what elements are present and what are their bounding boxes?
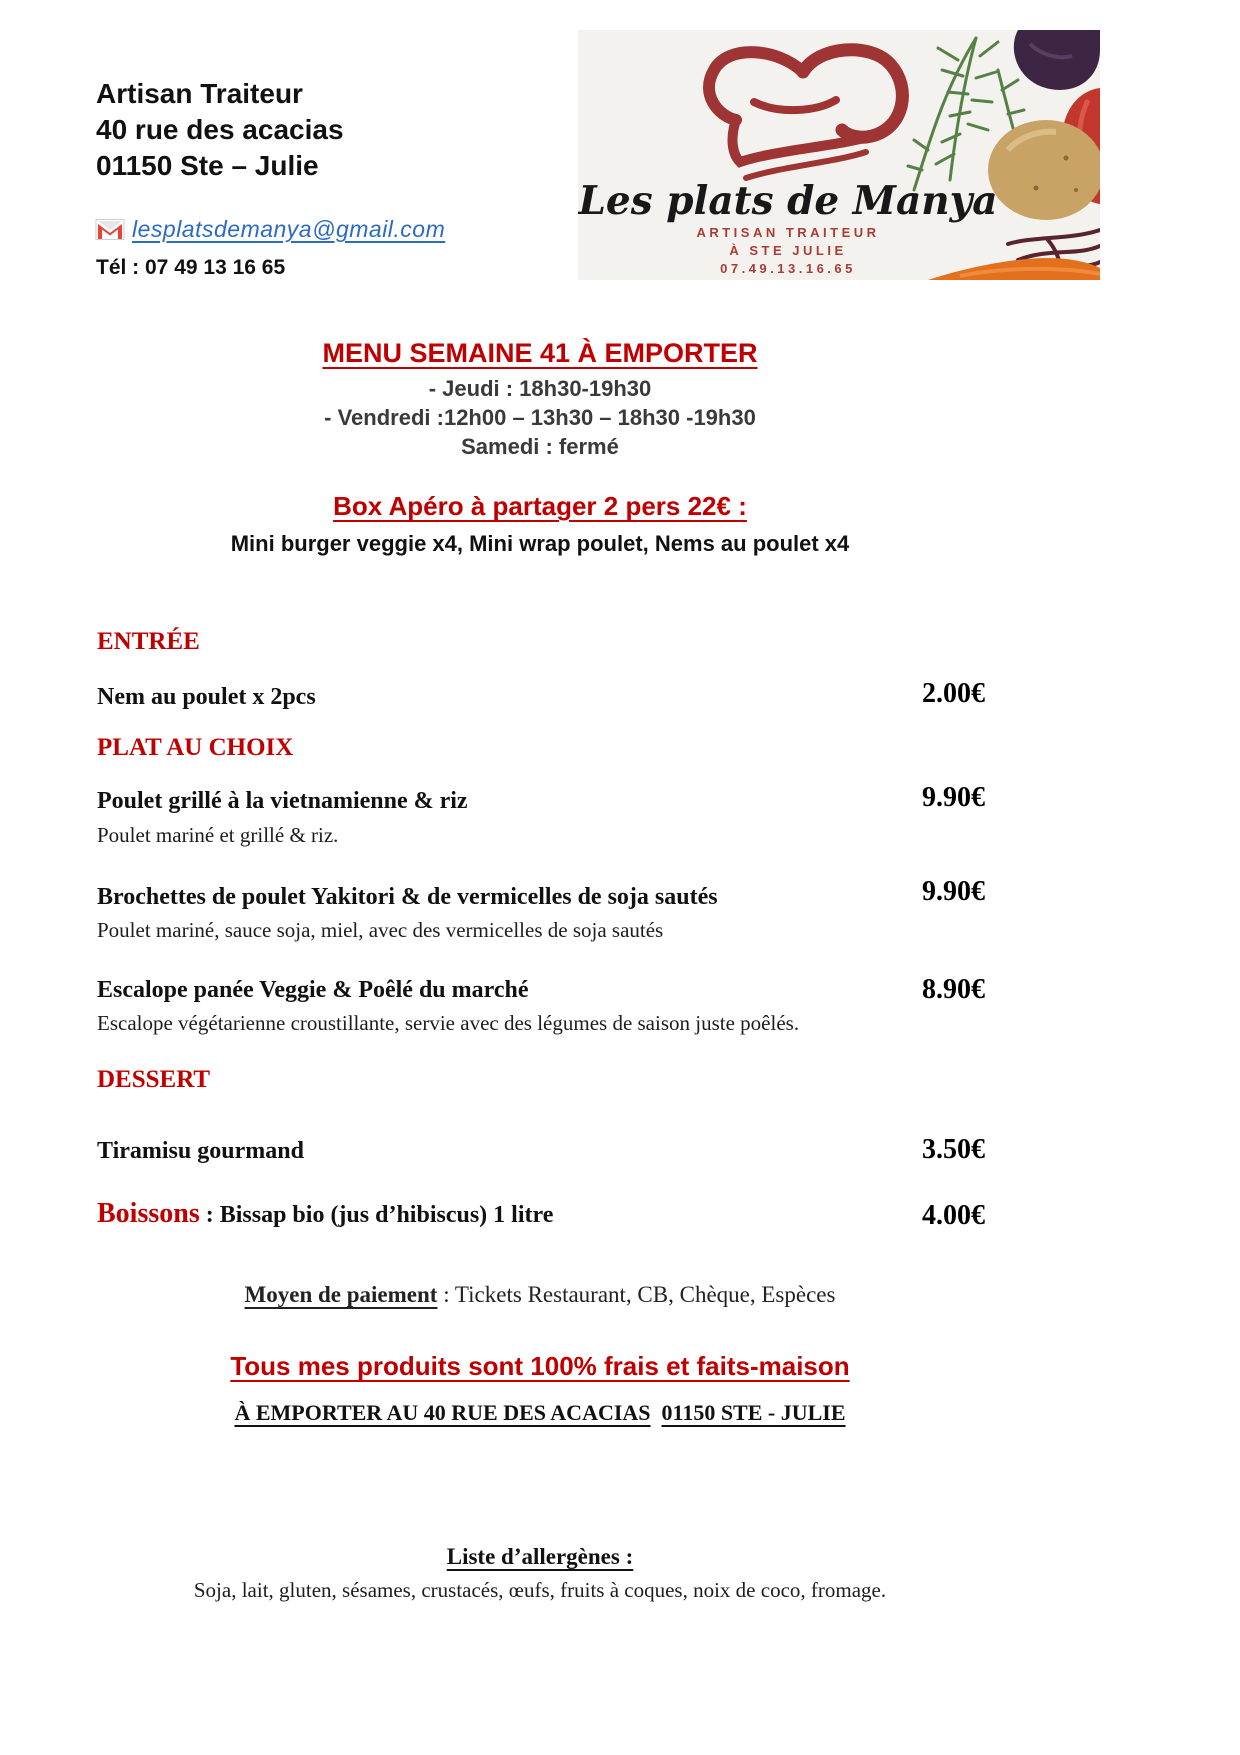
phone-number: Tél : 07 49 13 16 65 <box>96 256 286 279</box>
logo-brand-text: Les plats de Manya <box>578 178 998 224</box>
item-price: 2.00€ <box>922 678 985 709</box>
logo-phone: 07.49.13.16.65 <box>720 261 856 276</box>
allergens-list: Soja, lait, gluten, sésames, crustacés, œufs, fruits à coques, noix de coco, fromage. <box>193 1578 887 1602</box>
boissons-label: Boissons <box>97 1198 200 1229</box>
item-name: Escalope panée Veggie & Poêlé du marché <box>97 977 529 1003</box>
logo-location: À STE JULIE <box>729 243 847 258</box>
business-name: Artisan Traiteur <box>96 78 303 109</box>
boissons-separator: : <box>205 1202 214 1228</box>
hours-thursday: - Jeudi : 18h30-19h30 <box>428 376 652 401</box>
item-name: Nem au poulet x 2pcs <box>97 684 316 710</box>
item-name: Brochettes de poulet Yakitori & de vermicelles de soja sautés <box>97 884 718 910</box>
menu-body <box>97 0 985 1755</box>
business-street: 40 rue des acacias <box>96 114 344 145</box>
pickup-line <box>85 1400 995 1425</box>
item-desc: Poulet mariné et grillé & riz. <box>97 823 339 847</box>
item-price: 4.00€ <box>922 1200 985 1231</box>
item-name: Poulet grillé à la vietnamienne & riz <box>97 788 468 814</box>
business-city: 01150 Ste – Julie <box>96 150 319 181</box>
section-heading-entree: ENTRÉE <box>97 628 200 655</box>
hours-friday: - Vendredi :12h00 – 13h30 – 18h30 -19h30 <box>324 405 756 430</box>
item-price: 3.50€ <box>922 1134 985 1165</box>
section-heading-dessert: DESSERT <box>97 1066 211 1093</box>
item-desc: Poulet mariné, sauce soja, miel, avec des vermicelles de soja sautés <box>97 918 664 942</box>
payment-label: Moyen de paiement <box>244 1282 438 1307</box>
pickup-address: À EMPORTER AU 40 RUE DES ACACIAS <box>234 1400 651 1425</box>
section-heading-plat: PLAT AU CHOIX <box>97 734 294 761</box>
logo-subtitle: ARTISAN TRAITEUR <box>696 225 880 240</box>
box-apero-title: Box Apéro à partager 2 pers 22€ : <box>333 491 747 521</box>
item-price: 9.90€ <box>922 782 985 813</box>
pickup-city: 01150 STE - JULIE <box>661 1400 846 1425</box>
box-apero-items: Mini burger veggie x4, Mini wrap poulet, Nems au poulet x4 <box>230 531 850 556</box>
boissons-item: Bissap bio (jus d’hibiscus) 1 litre <box>219 1202 554 1228</box>
email-link[interactable]: lesplatsdemanya@gmail.com <box>132 216 446 242</box>
allergens-title: Liste d’allergènes : <box>446 1544 634 1569</box>
item-price: 8.90€ <box>922 974 985 1005</box>
hours-saturday: Samedi : fermé <box>461 434 619 459</box>
payment-line <box>85 1282 995 1308</box>
item-name: Tiramisu gourmand <box>97 1138 304 1164</box>
payment-methods: : Tickets Restaurant, CB, Chèque, Espèces <box>437 1282 836 1307</box>
fresh-note: Tous mes produits sont 100% frais et faits-maison <box>230 1351 850 1381</box>
item-price: 9.90€ <box>922 876 985 907</box>
item-desc: Escalope végétarienne croustillante, servie avec des légumes de saison juste poêlés. <box>97 1011 800 1035</box>
menu-title: MENU SEMAINE 41 À EMPORTER <box>322 338 758 368</box>
boissons-row <box>97 1198 553 1230</box>
